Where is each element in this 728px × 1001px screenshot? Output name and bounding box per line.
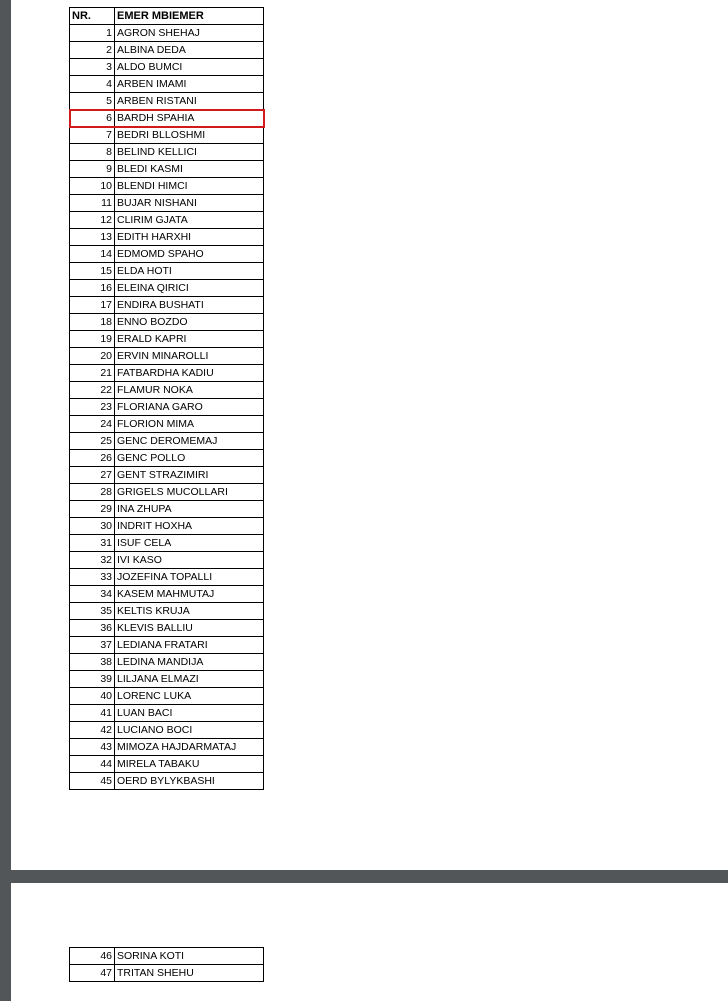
row-number: 26 — [70, 450, 115, 467]
table-row — [70, 586, 264, 603]
row-number: 27 — [70, 467, 115, 484]
table-row — [70, 501, 264, 518]
table-row — [70, 25, 264, 42]
names-table — [69, 7, 264, 790]
row-number: 32 — [70, 552, 115, 569]
row-number: 4 — [70, 76, 115, 93]
table-row — [70, 144, 264, 161]
row-number: 3 — [70, 59, 115, 76]
row-name: ALDO BUMCI — [115, 59, 264, 76]
table-row — [70, 280, 264, 297]
table-row — [70, 161, 264, 178]
table-row — [70, 348, 264, 365]
row-name: BLEDI KASMI — [115, 161, 264, 178]
row-number: 22 — [70, 382, 115, 399]
row-number: 10 — [70, 178, 115, 195]
table-row — [70, 331, 264, 348]
row-name: FATBARDHA KADIU — [115, 365, 264, 382]
table-row — [70, 756, 264, 773]
row-name: KELTIS KRUJA — [115, 603, 264, 620]
row-name: LUCIANO BOCI — [115, 722, 264, 739]
row-name: GENC DEROMEMAJ — [115, 433, 264, 450]
table-row — [70, 212, 264, 229]
column-header-nr: NR. — [70, 8, 115, 25]
table-row — [70, 773, 264, 790]
row-name: IVI KASO — [115, 552, 264, 569]
table-row — [70, 433, 264, 450]
table-row — [70, 314, 264, 331]
table-row — [70, 739, 264, 756]
row-name: FLAMUR NOKA — [115, 382, 264, 399]
row-number: 15 — [70, 263, 115, 280]
row-name: GENC POLLO — [115, 450, 264, 467]
row-name: INDRIT HOXHA — [115, 518, 264, 535]
row-number: 18 — [70, 314, 115, 331]
document-page-1 — [11, 0, 728, 870]
row-number: 8 — [70, 144, 115, 161]
table-row — [70, 965, 264, 982]
table-row — [70, 195, 264, 212]
table-row — [70, 948, 264, 965]
table-row — [70, 671, 264, 688]
table-row — [70, 450, 264, 467]
row-number: 17 — [70, 297, 115, 314]
table-row — [70, 484, 264, 501]
row-name: JOZEFINA TOPALLI — [115, 569, 264, 586]
table-row — [70, 127, 264, 144]
row-name: FLORIANA GARO — [115, 399, 264, 416]
row-number: 38 — [70, 654, 115, 671]
row-name: BELIND KELLICI — [115, 144, 264, 161]
row-number: 12 — [70, 212, 115, 229]
row-number: 2 — [70, 42, 115, 59]
row-name: BARDH SPAHIA — [115, 110, 264, 127]
row-number: 47 — [70, 965, 115, 982]
table-row — [70, 637, 264, 654]
row-name: BEDRI BLLOSHMI — [115, 127, 264, 144]
row-name: ERALD KAPRI — [115, 331, 264, 348]
row-number: 5 — [70, 93, 115, 110]
row-number: 23 — [70, 399, 115, 416]
row-number: 29 — [70, 501, 115, 518]
row-number: 42 — [70, 722, 115, 739]
table-row — [70, 688, 264, 705]
table-body-page-1 — [70, 25, 264, 790]
table-row — [70, 552, 264, 569]
row-number: 19 — [70, 331, 115, 348]
row-number: 43 — [70, 739, 115, 756]
row-name: ENDIRA BUSHATI — [115, 297, 264, 314]
table-row — [70, 416, 264, 433]
row-number: 20 — [70, 348, 115, 365]
row-name: MIMOZA HAJDARMATAJ — [115, 739, 264, 756]
row-number: 30 — [70, 518, 115, 535]
table-row — [70, 399, 264, 416]
row-name: CLIRIM GJATA — [115, 212, 264, 229]
table-row — [70, 246, 264, 263]
row-name: EDMOMD SPAHO — [115, 246, 264, 263]
table-row — [70, 178, 264, 195]
row-name: ELEINA QIRICI — [115, 280, 264, 297]
row-name: FLORION MIMA — [115, 416, 264, 433]
row-number: 24 — [70, 416, 115, 433]
table-row — [70, 654, 264, 671]
row-number: 34 — [70, 586, 115, 603]
row-number: 11 — [70, 195, 115, 212]
row-number: 36 — [70, 620, 115, 637]
table-header-row — [70, 8, 264, 25]
row-number: 45 — [70, 773, 115, 790]
table-row — [70, 76, 264, 93]
row-number: 7 — [70, 127, 115, 144]
row-name: KLEVIS BALLIU — [115, 620, 264, 637]
table-row — [70, 110, 264, 127]
table-row — [70, 93, 264, 110]
row-name: INA ZHUPA — [115, 501, 264, 518]
row-number: 39 — [70, 671, 115, 688]
row-name: LORENC LUKA — [115, 688, 264, 705]
row-name: ERVIN MINAROLLI — [115, 348, 264, 365]
table-row — [70, 297, 264, 314]
row-number: 9 — [70, 161, 115, 178]
table-row — [70, 603, 264, 620]
row-number: 28 — [70, 484, 115, 501]
row-name: GENT STRAZIMIRI — [115, 467, 264, 484]
row-name: LEDIANA FRATARI — [115, 637, 264, 654]
row-name: BUJAR NISHANI — [115, 195, 264, 212]
row-number: 37 — [70, 637, 115, 654]
row-number: 13 — [70, 229, 115, 246]
row-name: ARBEN IMAMI — [115, 76, 264, 93]
row-number: 14 — [70, 246, 115, 263]
row-name: MIRELA TABAKU — [115, 756, 264, 773]
table-row — [70, 42, 264, 59]
document-page-2 — [11, 883, 728, 1001]
row-number: 44 — [70, 756, 115, 773]
row-number: 33 — [70, 569, 115, 586]
row-name: ALBINA DEDA — [115, 42, 264, 59]
row-number: 46 — [70, 948, 115, 965]
row-number: 31 — [70, 535, 115, 552]
table-row — [70, 620, 264, 637]
row-name: OERD BYLYKBASHI — [115, 773, 264, 790]
names-table-continued — [69, 947, 264, 982]
row-name: ELDA HOTI — [115, 263, 264, 280]
row-name: LUAN BACI — [115, 705, 264, 722]
row-name: GRIGELS MUCOLLARI — [115, 484, 264, 501]
row-number: 41 — [70, 705, 115, 722]
row-name: LILJANA ELMAZI — [115, 671, 264, 688]
table-row — [70, 263, 264, 280]
row-name: ARBEN RISTANI — [115, 93, 264, 110]
row-name: EDITH HARXHI — [115, 229, 264, 246]
row-number: 1 — [70, 25, 115, 42]
table-row — [70, 705, 264, 722]
row-number: 35 — [70, 603, 115, 620]
row-name: LEDINA MANDIJA — [115, 654, 264, 671]
table-row — [70, 59, 264, 76]
row-name: AGRON SHEHAJ — [115, 25, 264, 42]
table-body-page-2 — [70, 948, 264, 982]
row-number: 6 — [70, 110, 115, 127]
row-name: KASEM MAHMUTAJ — [115, 586, 264, 603]
table-row — [70, 382, 264, 399]
table-row — [70, 535, 264, 552]
row-number: 21 — [70, 365, 115, 382]
table-row — [70, 518, 264, 535]
column-header-name: EMER MBIEMER — [115, 8, 264, 25]
row-name: BLENDI HIMCI — [115, 178, 264, 195]
table-row — [70, 569, 264, 586]
row-name: SORINA KOTI — [115, 948, 264, 965]
row-name: TRITAN SHEHU — [115, 965, 264, 982]
row-number: 40 — [70, 688, 115, 705]
table-row — [70, 229, 264, 246]
row-name: ENNO BOZDO — [115, 314, 264, 331]
row-number: 25 — [70, 433, 115, 450]
row-name: ISUF CELA — [115, 535, 264, 552]
table-row — [70, 722, 264, 739]
row-number: 16 — [70, 280, 115, 297]
table-row — [70, 467, 264, 484]
table-row — [70, 365, 264, 382]
